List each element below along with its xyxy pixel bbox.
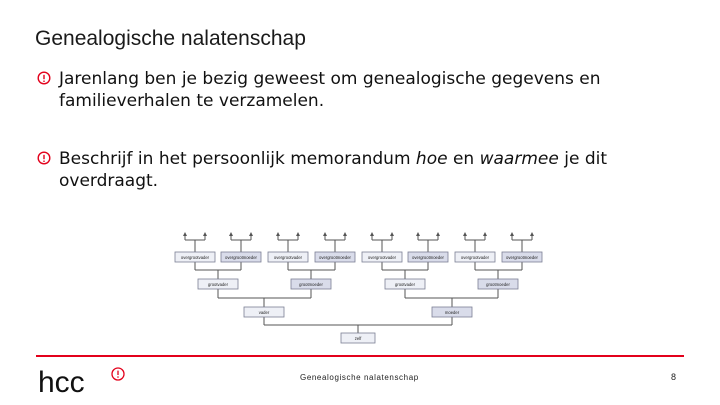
tree-box-great-grandparent-label: overgrootmoeder	[412, 255, 444, 260]
arrow-head	[390, 232, 394, 236]
arrow-head	[296, 232, 300, 236]
tree-box-grandparent-label: grootmoeder	[299, 282, 323, 287]
tree-box-great-grandparent-label: overgrootvader	[367, 255, 397, 260]
tree-box-parent-label: moeder	[444, 310, 460, 315]
bullet-2	[37, 148, 677, 192]
circle-exclamation-icon	[37, 151, 51, 165]
slide-title: Genealogische nalatenschap	[35, 27, 306, 50]
tree-box-great-grandparent-label: overgrootmoeder	[319, 255, 351, 260]
arrow-head	[510, 232, 514, 236]
family-tree-diagram	[170, 222, 555, 350]
tree-box-grandparent-label: grootvader	[207, 282, 229, 287]
arrow-head	[229, 232, 233, 236]
tree-box-great-grandparent-label: overgrootmoeder	[225, 255, 257, 260]
tree-box-great-grandparent-label: overgrootvader	[180, 255, 210, 260]
tree-box-great-grandparent-label: overgrootvader	[460, 255, 490, 260]
bullet-1-text: Jarenlang ben je bezig geweest om genealogische gegevens en familieverhalen te verzamelen.	[59, 69, 601, 111]
tree-box-self-label: zelf	[354, 336, 362, 341]
arrow-head	[370, 232, 374, 236]
arrow-head	[483, 232, 487, 236]
bullet-2-text: Beschrijf in het persoonlijk memorandum hoe en waarmee je dit overdraagt.	[59, 149, 607, 191]
tree-box-great-grandparent-label: overgrootvader	[273, 255, 303, 260]
hcc-logo	[38, 366, 133, 396]
tree-box-grandparent-label: grootvader	[394, 282, 416, 287]
bullet-2-emphasis-hoe: hoe	[415, 149, 448, 169]
arrow-head	[436, 232, 440, 236]
arrow-head	[323, 232, 327, 236]
arrow-head	[183, 232, 187, 236]
footer-divider	[36, 355, 684, 357]
arrow-head	[276, 232, 280, 236]
page-number: 8	[671, 372, 677, 382]
arrow-head	[530, 232, 534, 236]
arrow-head	[203, 232, 207, 236]
tree-box-great-grandparent-label: overgrootmoeder	[506, 255, 538, 260]
arrow-head	[463, 232, 467, 236]
circle-exclamation-icon	[112, 368, 124, 380]
arrow-head	[343, 232, 347, 236]
tree-box-grandparent-label: grootmoeder	[486, 282, 510, 287]
tree-box-parent-label: vader	[258, 310, 270, 315]
arrow-head	[416, 232, 420, 236]
bullet-1	[37, 68, 677, 112]
bullet-2-emphasis-waarmee: waarmee	[479, 149, 559, 169]
footer-title: Genealogische nalatenschap	[300, 373, 419, 382]
logo-text: hcc	[38, 366, 85, 396]
circle-exclamation-icon	[37, 71, 51, 85]
arrow-head	[249, 232, 253, 236]
